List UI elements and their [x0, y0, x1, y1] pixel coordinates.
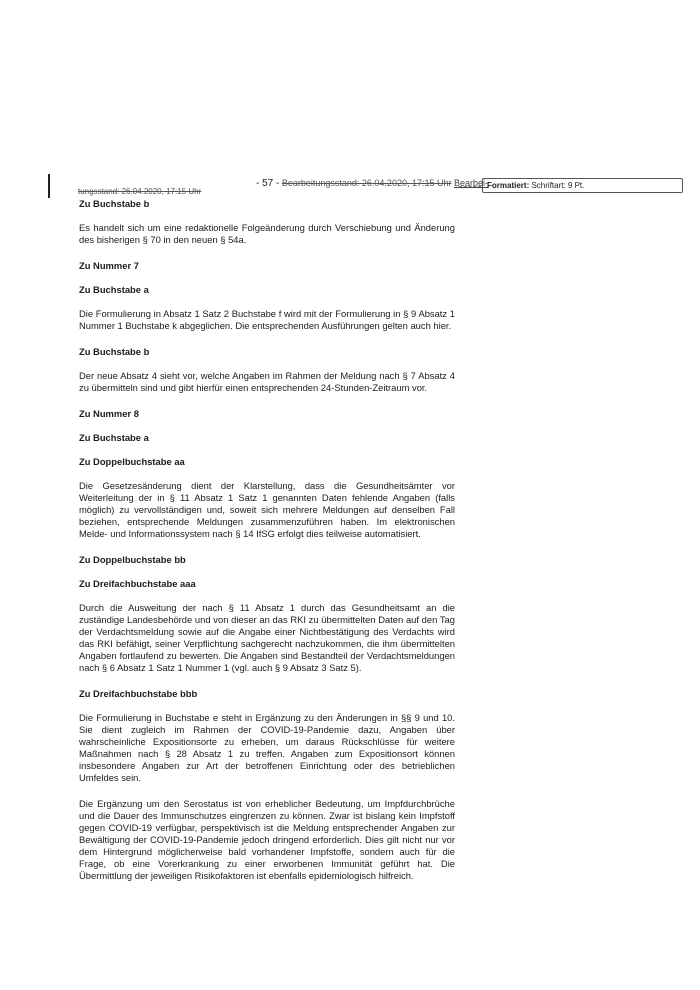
heading-zu-dreifachbuchstabe-aaa: Zu Dreifachbuchstabe aaa [79, 578, 196, 589]
paragraph: Die Formulierung in Buchstabe e steht in Ergänzung zu den Änderungen in §§ 9 und 10. Sie dient zugleich im Rahmen der COVID-19-Pandemie dazu, Angaben über wahrscheinliche Expositionsorte zu erheben, um daraus Rückschlüsse für weitere Maßnahmen nach § 28 Absatz 1 zu treffen. Angaben zum Expositionsort können insbesondere Angaben zur Art der betroffenen Einrichtung oder des betrieblichen Umfeldes sein. [79, 712, 455, 783]
heading-zu-buchstabe-a: Zu Buchstabe a [79, 284, 149, 295]
page-header [78, 178, 489, 200]
heading-zu-nummer-8: Zu Nummer 8 [79, 408, 139, 419]
comment-text: Schriftart: 9 Pt. [531, 181, 585, 190]
change-bar [48, 174, 50, 198]
format-comment-balloon[interactable] [482, 178, 683, 193]
paragraph: Die Formulierung in Absatz 1 Satz 2 Buchstabe f wird mit der Formulierung in § 9 Absatz 1 Nummer 1 Buchstabe k abgeglichen. Die entsprechenden Ausführungen gelten auch hier. [79, 308, 455, 331]
heading-zu-buchstabe-b: Zu Buchstabe b [79, 346, 150, 357]
document-body [79, 198, 455, 896]
page-number: - 57 - [256, 178, 280, 189]
comment-label: Formatiert: [487, 181, 530, 190]
comment-connector-line [459, 186, 481, 187]
heading-zu-doppelbuchstabe-aa: Zu Doppelbuchstabe aa [79, 456, 185, 467]
heading-zu-dreifachbuchstabe-bbb: Zu Dreifachbuchstabe bbb [79, 688, 198, 699]
heading-zu-buchstabe-a: Zu Buchstabe a [79, 432, 149, 443]
header-inserted-status: Bearbei- [454, 178, 489, 188]
paragraph: Der neue Absatz 4 sieht vor, welche Angaben im Rahmen der Meldung nach § 7 Absatz 4 zu übermitteln sind und gibt hierfür einen entsprechenden 24-Stunden-Zeitraum vor. [79, 370, 455, 393]
header-deleted-text-left: tungsstand: 26.04.2020, 17:15 Uhr [78, 187, 202, 196]
heading-zu-doppelbuchstabe-bb: Zu Doppelbuchstabe bb [79, 554, 186, 565]
header-main [256, 178, 488, 189]
paragraph: Die Gesetzesänderung dient der Klarstellung, dass die Gesundheitsämter vor Weiterleitung der in § 11 Absatz 1 Satz 1 genannten Daten fehlende Angaben (falls möglich) zu vervollständigen und, soweit sich mehrere Meldungen auf denselben Fall beziehen, entsprechende Meldungen zusammenzuführen haben. Im elektronischen Melde- und Informationssystem nach § 14 IfSG erfolgt dies teilweise automatisiert. [79, 480, 455, 539]
header-deleted-status: Bearbeitungsstand: 26.04.2020, 17:15 Uhr [281, 178, 452, 188]
paragraph: Es handelt sich um eine redaktionelle Folgeänderung durch Verschiebung und Änderung des bisherigen § 70 in den neuen § 54a. [79, 222, 455, 245]
paragraph: Durch die Ausweitung der nach § 11 Absatz 1 durch das Gesundheitsamt an die zuständige Landesbehörde und von dieser an das RKI zu übermittelten Daten auf den Tag der Verdachtsmeldung sowie auf die Angabe einer Nichtbestätigung des Verdachts wird das RKI befähigt, seiner Verpflichtung sachgerecht nachzukommen, die ihm übermittelten Angaben fortlaufend zu bewerten. Die Angaben sind Bestandteil der Verdachtsmeldungen nach § 6 Absatz 1 Satz 1 Nummer 1 (vgl. auch § 9 Absatz 3 Satz 5). [79, 602, 455, 673]
heading-zu-buchstabe-b: Zu Buchstabe b [79, 198, 150, 209]
heading-zu-nummer-7: Zu Nummer 7 [79, 260, 139, 271]
paragraph: Die Ergänzung um den Serostatus ist von erheblicher Bedeutung, um Impfdurchbrüche und die Dauer des Immunschutzes eingrenzen zu können. Zwar ist bislang kein Impfstoff gegen COVID-19 verfügbar, perspektivisch ist die Meldung entsprechender Angaben zur Bewältigung der COVID-19-Pandemie jedoch dringend erforderlich. Dies gilt nicht nur vor dem Hintergrund möglicherweise bald vorhandener Impfstoffe, sondern auch für die Frage, ob eine Vorerkrankung zu einer erworbenen Immunität geführt hat. Die Übermittlung der jeweiligen Risikofaktoren ist ebenfalls epidemiologisch hilfreich. [79, 798, 455, 881]
